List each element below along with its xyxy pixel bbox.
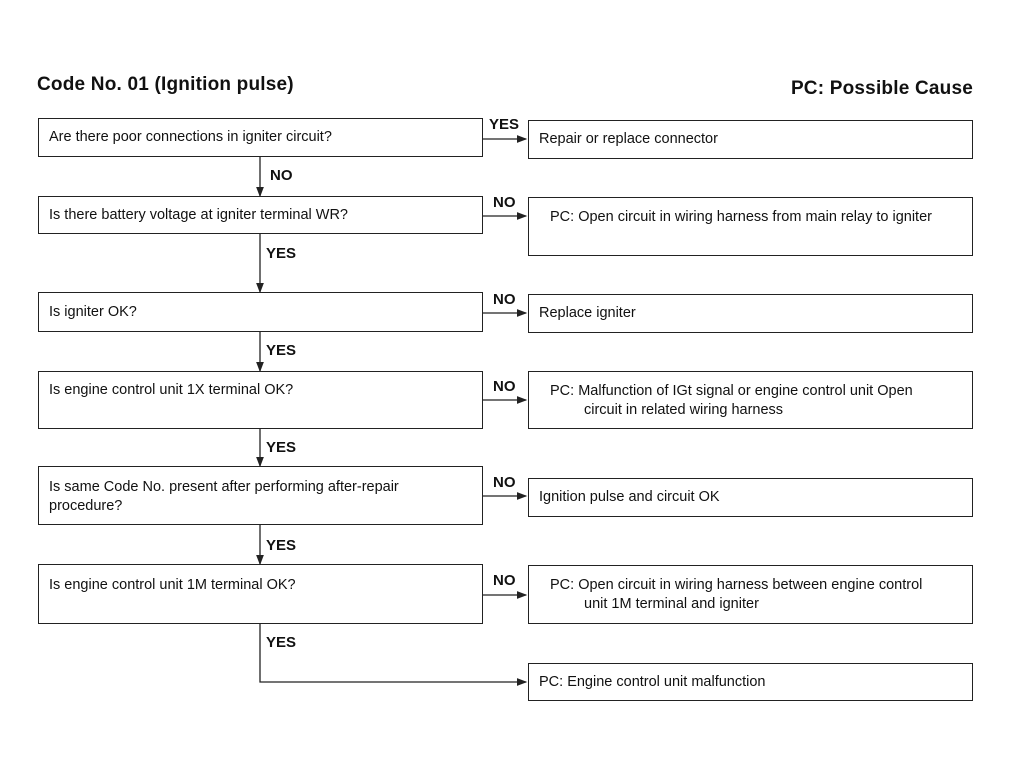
question-text-5: Is same Code No. present after performing after-repair procedure? bbox=[49, 479, 399, 514]
branch-label-3: NO bbox=[493, 291, 516, 308]
question-text-2: Is there battery voltage at igniter terminal WR? bbox=[49, 206, 348, 223]
question-box-2 bbox=[38, 196, 483, 234]
branch-label-4: NO bbox=[493, 378, 516, 395]
question-box-6 bbox=[38, 564, 483, 624]
question-box-5 bbox=[38, 466, 483, 525]
result-text-3: Replace igniter bbox=[539, 305, 636, 321]
final-arrow bbox=[260, 624, 526, 682]
down-label-2: YES bbox=[266, 245, 297, 262]
branch-label-1: YES bbox=[489, 116, 520, 133]
question-text-4: Is engine control unit 1X terminal OK? bbox=[49, 382, 294, 398]
result-text-final: PC: Engine control unit malfunction bbox=[539, 673, 766, 690]
result-box-3 bbox=[528, 294, 973, 333]
result-text-2: PC: Open circuit in wiring harness from main relay to igniter bbox=[550, 209, 932, 225]
question-text-6: Is engine control unit 1M terminal OK? bbox=[49, 577, 296, 593]
result-box-final bbox=[528, 663, 973, 701]
result-text-1: Repair or replace connector bbox=[539, 131, 718, 147]
legend-title: PC: Possible Cause bbox=[790, 78, 973, 99]
result-box-2 bbox=[528, 197, 973, 256]
page-title: Code No. 01 (Ignition pulse) bbox=[37, 74, 294, 95]
down-label-4: YES bbox=[266, 439, 297, 456]
result-text-5: Ignition pulse and circuit OK bbox=[539, 489, 720, 505]
down-label-3: YES bbox=[266, 342, 297, 359]
down-label-5: YES bbox=[266, 537, 297, 554]
question-text-1: Are there poor connections in igniter circuit? bbox=[49, 129, 332, 145]
result-box-4 bbox=[528, 371, 973, 429]
result-text-6: PC: Open circuit in wiring harness between engine control unit 1M terminal and igniter bbox=[550, 577, 923, 612]
branch-label-5: NO bbox=[493, 474, 516, 491]
result-text-4: PC: Malfunction of IGt signal or engine control unit Open circuit in related wiring harness bbox=[550, 383, 913, 418]
result-box-5 bbox=[528, 478, 973, 517]
result-box-1 bbox=[528, 120, 973, 159]
question-box-4 bbox=[38, 371, 483, 429]
question-text-3: Is igniter OK? bbox=[49, 303, 137, 320]
down-label-1: NO bbox=[270, 167, 293, 184]
down-label-6: YES bbox=[266, 634, 297, 651]
question-box-1 bbox=[38, 118, 483, 157]
branch-label-2: NO bbox=[493, 194, 516, 211]
result-box-6 bbox=[528, 565, 973, 624]
branch-label-6: NO bbox=[493, 572, 516, 589]
question-box-3 bbox=[38, 292, 483, 332]
